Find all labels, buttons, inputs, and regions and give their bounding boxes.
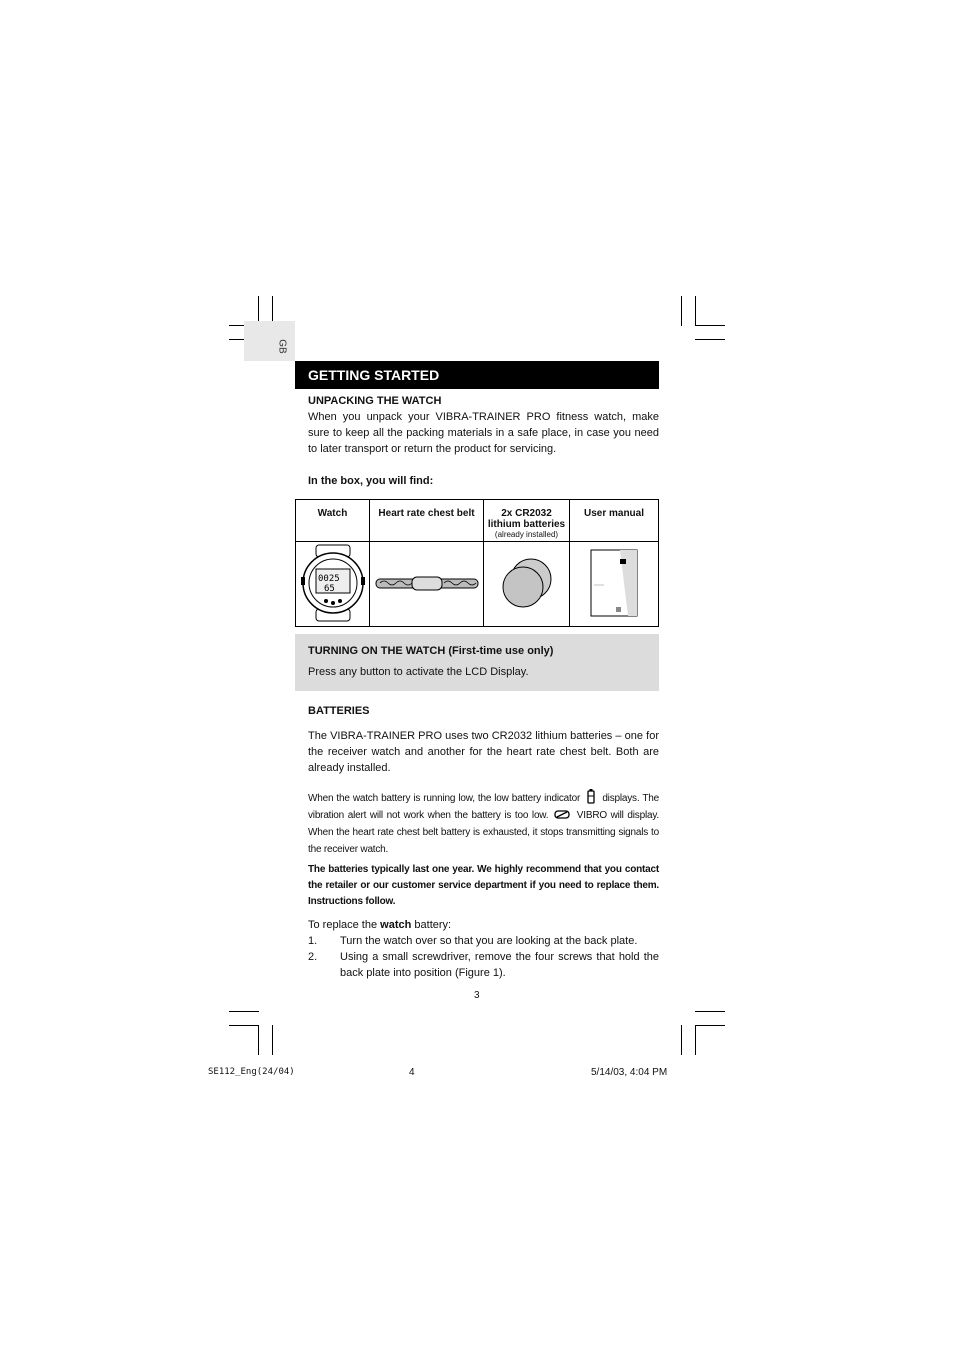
batteries-heading: BATTERIES: [308, 705, 370, 717]
footer-date: 5/14/03, 4:04 PM: [591, 1067, 668, 1078]
svg-text:65: 65: [323, 583, 335, 594]
footer-page: 4: [409, 1067, 415, 1078]
turning-on-box: [295, 634, 659, 691]
language-label: GB: [276, 339, 288, 354]
batteries-paragraph: The VIBRA-TRAINER PRO uses two CR2032 lithium batteries – one for the receiver watch and another for the heart rate chest belt. Both are already installed.: [308, 730, 659, 774]
watch-icon: [296, 542, 370, 627]
col-batteries-header: 2x CR2032 lithium batteries (already installed): [484, 500, 570, 542]
unpacking-heading: UNPACKING THE WATCH: [308, 395, 442, 407]
low-battery-icon: [586, 789, 596, 804]
replace-intro: To replace the watch battery:: [308, 919, 452, 931]
section-title: GETTING STARTED: [295, 361, 659, 389]
low-battery-paragraph: When the watch battery is running low, the low battery indicator displays. The vibration alert will not work when the battery is too low. VIBRO will display. When the heart rate chest belt battery is exhausted, it stops transmitting signals to the receiver watch.: [308, 789, 659, 858]
col-manual-header: User manual: [570, 500, 659, 542]
batteries-bold-paragraph: The batteries typically last one year. We highly recommend that you contact the retailer or our customer service department if you need to replace them. Instructions follow.: [308, 864, 659, 907]
in-box-heading: In the box, you will find:: [308, 475, 434, 487]
vibro-battery-icon: [554, 810, 571, 819]
replace-steps: [308, 933, 659, 981]
unpacking-paragraph: When you unpack your VIBRA-TRAINER PRO fitness watch, make sure to keep all the packing materials in a safe place, in case you need to later transport or return the product for servicing.: [308, 411, 659, 455]
manual-icon: [570, 542, 659, 627]
in-box-table: [295, 499, 659, 627]
chest-belt-icon: [370, 542, 484, 627]
step-item: 1. Turn the watch over so that you are looking at the back plate.: [308, 935, 638, 947]
col-belt-header: Heart rate chest belt: [370, 500, 484, 542]
turning-on-heading: TURNING ON THE WATCH (First-time use only): [308, 645, 554, 657]
footer-file: SE112_Eng(24/04): [208, 1067, 295, 1077]
page-number: 3: [474, 990, 480, 1001]
language-tab: [244, 321, 295, 361]
svg-text:0025: 0025: [317, 573, 340, 584]
step-item: 2. Using a small screwdriver, remove the four screws that hold the back plate into position (Figure 1).: [308, 951, 659, 979]
turning-on-text: Press any button to activate the LCD Display.: [308, 666, 529, 678]
col-watch-header: Watch: [296, 500, 370, 542]
battery-icon: [484, 542, 570, 627]
